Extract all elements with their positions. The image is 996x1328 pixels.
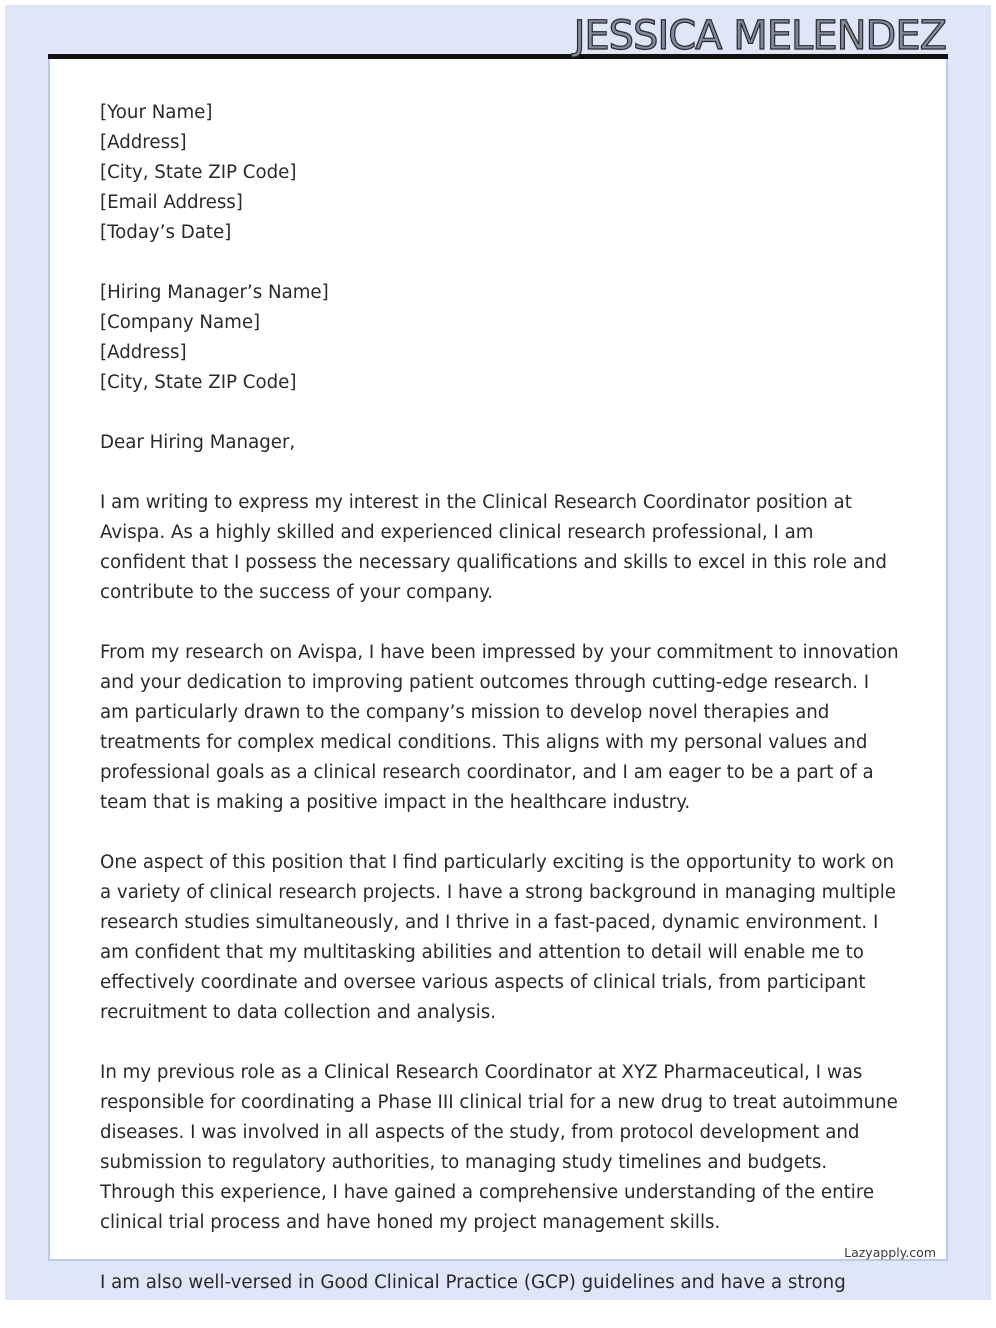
sender-block — [100, 98, 900, 248]
applicant-name-heading: JESSICA MELENDEZ — [573, 13, 946, 59]
body-paragraph-3: One aspect of this position that I find particularly exciting is the opportunity to work on a variety of clinical research projects. I have a strong background in managing multiple research studies simultaneously, and I thrive in a fast-paced, dynamic environment. I am confident that my multitasking abilities and attention to detail will enable me to effectively coordinate and oversee various aspects of clinical trials, from participant recruitment to data collection and analysis. — [100, 852, 896, 1023]
watermark: Lazyapply.com — [844, 1245, 936, 1260]
sender-name: [Your Name] — [100, 102, 213, 123]
recipient-company: [Company Name] — [100, 312, 261, 333]
body-paragraph-5: I am also well-versed in Good Clinical Practice (GCP) guidelines and have a strong — [100, 1272, 846, 1293]
letter-date: [Today’s Date] — [100, 222, 232, 243]
sender-email: [Email Address] — [100, 192, 243, 213]
recipient-block — [100, 278, 900, 398]
body-paragraph-4: In my previous role as a Clinical Research Coordinator at XYZ Pharmaceutical, I was responsible for coordinating a Phase III clinical trial for a new drug to treat autoimmune diseases. I was involved in all aspects of the study, from protocol development and submission to regulatory authorities, to managing study timelines and budgets. Through this experience, I have gained a comprehensive understanding of the entire clinical trial process and have honed my project management skills. — [100, 1062, 898, 1233]
cover-letter-body — [100, 98, 900, 1328]
salutation: Dear Hiring Manager, — [100, 432, 296, 453]
sender-city-state-zip: [City, State ZIP Code] — [100, 162, 297, 183]
recipient-city-state-zip: [City, State ZIP Code] — [100, 372, 297, 393]
body-paragraph-1: I am writing to express my interest in the Clinical Research Coordinator position at Avispa. As a highly skilled and experienced clinical research professional, I am confident that I possess the necessary qualifications and skills to excel in this role and contribute to the success of your company. — [100, 492, 887, 603]
recipient-manager-name: [Hiring Manager’s Name] — [100, 282, 329, 303]
recipient-address: [Address] — [100, 342, 187, 363]
sender-address: [Address] — [100, 132, 187, 153]
body-paragraph-2: From my research on Avispa, I have been impressed by your commitment to innovation and your dedication to improving patient outcomes through cutting-edge research. I am particularly drawn to the company’s mission to develop novel therapies and treatments for complex medical conditions. This aligns with my personal values and professional goals as a clinical research coordinator, and I am eager to be a part of a team that is making a positive impact in the healthcare industry. — [100, 642, 899, 813]
